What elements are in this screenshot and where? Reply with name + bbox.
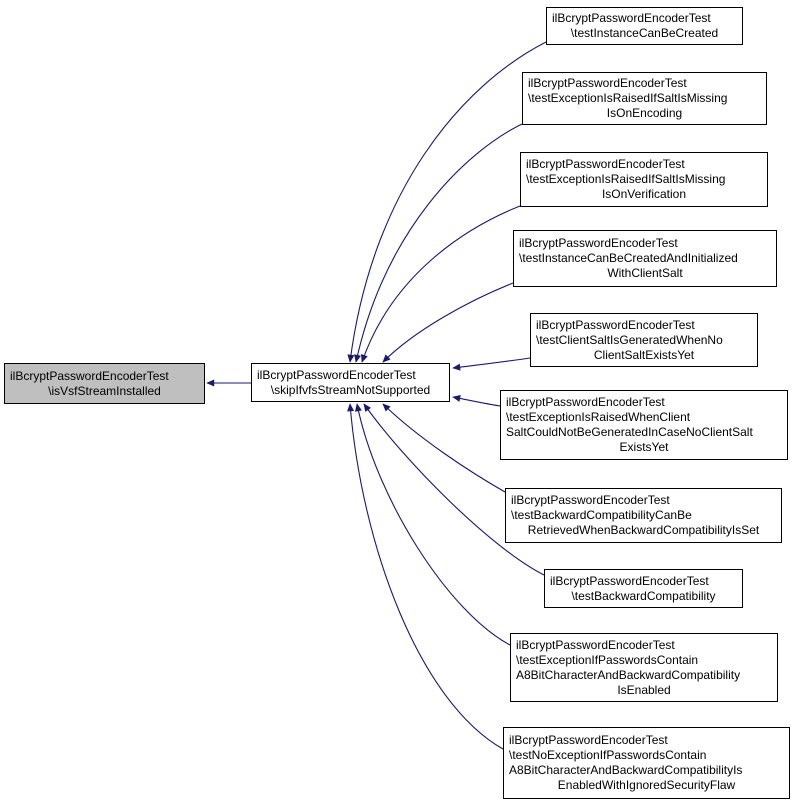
node-label-line: A8BitCharacterAndBackwardCompatibilityIs	[509, 763, 743, 777]
node-label-line: \testExceptionIsRaisedWhenClient	[506, 410, 691, 424]
node-label-line: ilBcryptPasswordEncoderTest	[536, 317, 695, 332]
graph-node-testExceptionIsRaisedWhenClientSaltCouldNotBeGeneratedInCaseNoClientSaltExistsYet[interactable]	[500, 390, 788, 460]
node-label-line: \isVsfStreamInstalled	[48, 383, 161, 398]
node-label-line: ilBcryptPasswordEncoderTest	[257, 367, 416, 382]
node-label-line: \testNoExceptionIfPasswordsContain	[509, 748, 707, 762]
node-label-line: \testInstanceCanBeCreatedAndInitialized	[519, 251, 738, 265]
graph-node-testExceptionIfPasswordsContainA8BitCharacterAndBackwardCompatibilityIsEnabled[interactable]	[510, 633, 778, 702]
node-label-line: ilBcryptPasswordEncoderTest	[528, 76, 687, 90]
node-label-line: \testInstanceCanBeCreated	[570, 26, 719, 40]
graph-node-isVsfStreamInstalled[interactable]	[4, 363, 205, 404]
node-label-line: ilBcryptPasswordEncoderTest	[550, 573, 709, 588]
edge-testExceptionIsRaisedIfSaltIsMissingIsOnVerification-to-skipIfvfsStreamNotSupported	[362, 206, 520, 362]
node-label-line: IsOnVerification	[601, 187, 687, 201]
node-label-line: ilBcryptPasswordEncoderTest	[552, 11, 711, 25]
graph-node-testExceptionIsRaisedIfSaltIsMissingIsOnVerification[interactable]	[520, 152, 768, 207]
edge-testInstanceCanBeCreatedAndInitializedWithClientSalt-to-skipIfvfsStreamNotSupported	[383, 283, 513, 362]
graph-node-testExceptionIsRaisedIfSaltIsMissingIsOnEncoding[interactable]	[522, 72, 767, 125]
node-label-line: \testClientSaltIsGeneratedWhenNo	[536, 332, 723, 347]
node-label-line: IsOnEncoding	[606, 106, 683, 120]
node-label-line: \testExceptionIsRaisedIfSaltIsMissing	[526, 172, 726, 186]
edge-testClientSaltIsGeneratedWhenNoClientSaltExistsYet-to-skipIfvfsStreamNotSupported	[453, 358, 530, 368]
node-label-line: ilBcryptPasswordEncoderTest	[511, 493, 670, 507]
graph-node-testBackwardCompatibility[interactable]	[544, 569, 743, 608]
node-label-line: WithClientSalt	[607, 266, 683, 280]
node-label-line: ExistsYet	[619, 440, 669, 454]
node-label-line: \testBackwardCompatibility	[571, 588, 716, 603]
node-label-line: ilBcryptPasswordEncoderTest	[506, 395, 665, 409]
graph-node-testClientSaltIsGeneratedWhenNoClientSaltExistsYet[interactable]	[530, 313, 758, 367]
edge-testNoExceptionIfPasswordsContainA8BitCharacterAndBackwardCompatibilityIsEnabledWithIgnoredSecurityFlaw-to-skipIfvfsStreamNotSupported	[350, 404, 503, 749]
node-label-line: \testExceptionIfPasswordsContain	[516, 652, 699, 667]
node-label-line: \testBackwardCompatibilityCanBe	[511, 508, 692, 522]
node-label-line: ilBcryptPasswordEncoderTest	[509, 733, 668, 747]
graph-node-testNoExceptionIfPasswordsContainA8BitCharacterAndBackwardCompatibilityIsEnabledWithIgnoredSecurityFlaw[interactable]	[503, 727, 790, 799]
node-label-line: \skipIfvfsStreamNotSupported	[270, 382, 431, 397]
node-label-line: A8BitCharacterAndBackwardCompatibility	[516, 667, 741, 682]
node-label-line: ilBcryptPasswordEncoderTest	[519, 236, 678, 250]
node-label-line: ilBcryptPasswordEncoderTest	[526, 157, 685, 171]
node-label-line: RetrievedWhenBackwardCompatibilityIsSet	[527, 523, 760, 537]
edge-testExceptionIsRaisedWhenClientSaltCouldNotBeGeneratedInCaseNoClientSaltExistsYet-to-skipIfvfsStreamNotSupported	[453, 397, 500, 406]
graph-node-testInstanceCanBeCreatedAndInitializedWithClientSalt[interactable]	[513, 230, 777, 287]
node-label-line: IsEnabled	[617, 682, 671, 697]
node-label-line: ilBcryptPasswordEncoderTest	[516, 637, 675, 652]
node-label-line: EnabledWithIgnoredSecurityFlaw	[557, 778, 736, 792]
node-label-line: ClientSaltExistsYet	[593, 347, 695, 362]
node-label-line: \testExceptionIsRaisedIfSaltIsMissing	[528, 91, 728, 105]
graph-node-testInstanceCanBeCreated[interactable]	[546, 7, 743, 45]
edge-testExceptionIfPasswordsContainA8BitCharacterAndBackwardCompatibilityIsEnabled-to-skipIfvfsStreamNotSupported	[357, 404, 510, 645]
graph-node-testBackwardCompatibilityCanBeRetrievedWhenBackwardCompatibilityIsSet[interactable]	[505, 488, 782, 543]
graph-node-skipIfvfsStreamNotSupported[interactable]	[251, 363, 450, 402]
edge-testBackwardCompatibilityCanBeRetrievedWhenBackwardCompatibilityIsSet-to-skipIfvfsStreamNotSupported	[383, 404, 505, 492]
node-label-line: ilBcryptPasswordEncoderTest	[10, 368, 169, 383]
node-label-line: SaltCouldNotBeGeneratedInCaseNoClientSalt	[506, 425, 753, 439]
edge-testExceptionIsRaisedIfSaltIsMissingIsOnEncoding-to-skipIfvfsStreamNotSupported	[356, 124, 522, 362]
